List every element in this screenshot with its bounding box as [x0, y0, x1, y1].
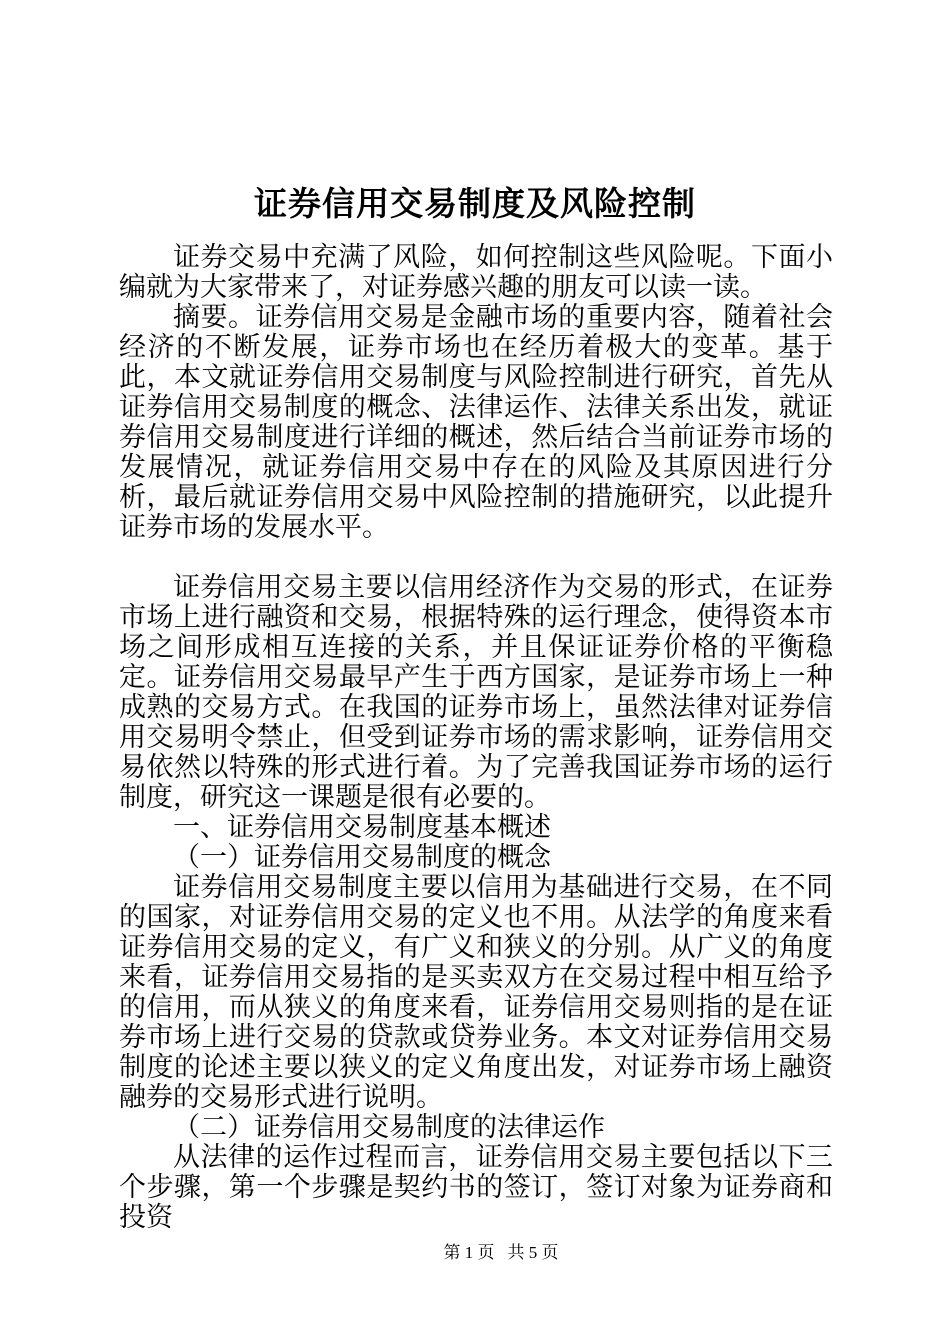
heading-section-1-1: （一）证券信用交易制度的概念	[173, 842, 551, 872]
paragraph-intro: 证券交易中充满了风险，如何控制这些风险呢。下面小编就为大家带来了，对证券感兴趣的朋友可以读一读。	[119, 242, 833, 302]
document-title: 证券信用交易制度及风险控制	[254, 187, 696, 223]
document-body	[119, 242, 833, 1232]
paragraph-abstract: 摘要。证券信用交易是金融市场的重要内容，随着社会经济的不断发展，证券市场也在经历着极大的变革。基于此，本文就证券信用交易制度与风险控制进行研究，首先从证券信用交易制度的概念、法律运作、法律关系出发，就证券信用交易制度进行详细的概述，然后结合当前证券市场的发展情况，就证券信用交易中存在的风险及其原因进行分析，最后就证券信用交易中风险控制的措施研究，以此提升证券市场的发展水平。	[119, 302, 833, 542]
heading-section-1: 一、证券信用交易制度基本概述	[173, 812, 551, 842]
paragraph-concept: 证券信用交易制度主要以信用为基础进行交易，在不同的国家，对证券信用交易的定义也不用。从法学的角度来看证券信用交易的定义，有广义和狭义的分别。从广义的角度来看，证券信用交易指的是买卖双方在交易过程中相互给予的信用，而从狭义的角度来看，证券信用交易则指的是在证券市场上进行交易的贷款或贷券业务。本文对证券信用交易制度的论述主要以狭义的定义角度出发，对证券市场上融资融券的交易形式进行说明。	[119, 872, 833, 1112]
page-number-label: 第 1 页	[443, 1243, 495, 1262]
paragraph-overview: 证券信用交易主要以信用经济作为交易的形式，在证券市场上进行融资和交易，根据特殊的运行理念，使得资本市场之间形成相互连接的关系，并且保证证券价格的平衡稳定。证券信用交易最早产生于西方国家，是证券市场上一种成熟的交易方式。在我国的证券市场上，虽然法律对证券信用交易明令禁止，但受到证券市场的需求影响，证券信用交易依然以特殊的形式进行着。为了完善我国证券市场的运行制度，研究这一课题是很有必要的。	[119, 572, 833, 812]
page-count-label: 共 5 页	[507, 1243, 559, 1262]
heading-section-1-2: （二）证券信用交易制度的法律运作	[173, 1112, 605, 1142]
paragraph-legal-operation: 从法律的运作过程而言，证券信用交易主要包括以下三个步骤，第一个步骤是契约书的签订，签订对象为证券商和投资	[119, 1142, 833, 1232]
page-footer	[0, 1241, 950, 1265]
